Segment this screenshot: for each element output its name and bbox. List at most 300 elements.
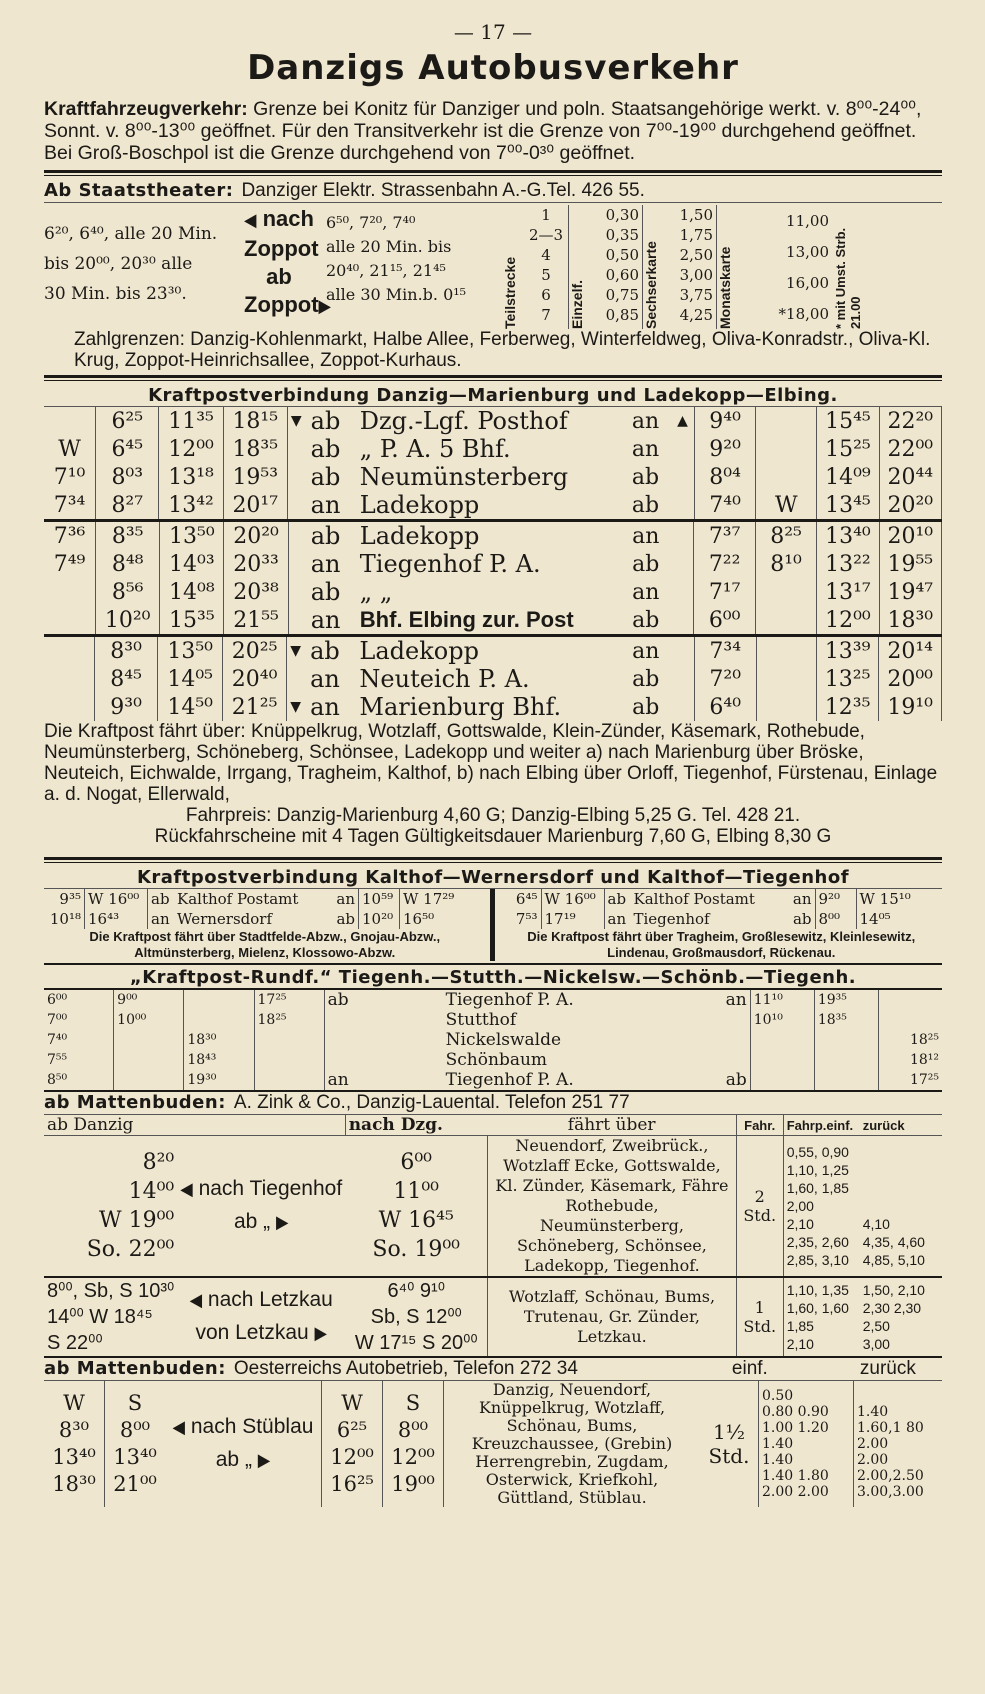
departure-time: 8²⁰ — [142, 1150, 175, 1175]
intro-text: Grenze bei Konitz für Danziger und poln. Staatsangehörige werkt. v. 8⁰⁰-24⁰⁰, Sonnt. v. 8⁰⁰-13⁰⁰ geöffnet. Für den Transitverkehr ist die Grenze von 7⁰⁰-19⁰⁰ durchgehend geöffnet. Bei Groß-Boschpol ist die Grenze durchgehend von 7⁰⁰-0³⁰ geöffnet. — [44, 98, 922, 164]
cell-time: 6⁰⁰ — [694, 606, 755, 634]
cell-time: 17¹⁹ — [541, 909, 604, 929]
return-fare-value: 1.40 — [857, 1404, 889, 1420]
cell-time: 7²⁰ — [694, 665, 756, 693]
tiegenhof-departures — [44, 1136, 177, 1278]
cell-time: 8³⁰ — [94, 636, 158, 666]
cell-time — [254, 1030, 324, 1050]
cell-time: 8¹⁰ — [755, 550, 816, 578]
einzelf-value: 0,60 — [605, 266, 639, 284]
cell-time: 13⁵⁰ — [158, 636, 222, 666]
teilstrecke-value: 2—3 — [528, 226, 564, 244]
sechser-value: 1,50 — [679, 206, 713, 224]
cell-time: 7³⁴ — [694, 636, 756, 666]
departure-time: W — [63, 1391, 85, 1415]
nach-label: nach — [262, 206, 314, 231]
cell-time: 8⁴⁸ — [96, 550, 160, 578]
col-nach-danzig: nach Dzg. — [345, 1115, 488, 1136]
departure-time: 14⁰⁰ — [128, 1179, 175, 1204]
cell-time: 14⁰⁸ — [160, 578, 224, 606]
cell-time: 18¹² — [878, 1050, 942, 1070]
return-fare-value — [857, 1388, 939, 1404]
cell-stop: Tiegenhof — [633, 910, 710, 928]
cell-direction: ab — [310, 463, 341, 491]
cell-stop: Neuteich P. A. — [359, 665, 530, 693]
cell-time: 8⁵⁶ — [96, 578, 160, 606]
cell-time: 9³⁵ — [44, 889, 85, 909]
teilstrecke-value: 6 — [541, 286, 551, 304]
table-row — [44, 665, 942, 693]
direction-arrow-icon — [674, 693, 694, 721]
cell-time — [44, 578, 96, 606]
cell-time: 18³⁰ — [184, 1030, 254, 1050]
cell-direction: an — [787, 889, 816, 909]
cell-time: 20¹⁴ — [879, 636, 942, 666]
cell-time — [756, 665, 816, 693]
cell-time: 7¹⁰ — [44, 463, 96, 491]
arrival-time: 12⁰⁰ — [391, 1445, 435, 1469]
cell-direction: an — [631, 408, 660, 434]
fare-value: 1,60, 1,60 — [786, 1300, 849, 1316]
table-row — [44, 1010, 942, 1030]
right-line: alle 20 Min. bis — [326, 237, 452, 256]
cell-direction: an — [310, 693, 340, 721]
cell-direction: ab — [327, 990, 349, 1010]
return-fare-value: 4,10 — [862, 1216, 890, 1232]
cell-time: 17²⁵ — [878, 1070, 942, 1091]
cell-stop: Dzg.-Lgf. Posthof — [359, 407, 568, 435]
arrival-time: 6⁰⁰ — [400, 1150, 432, 1175]
fare-value: 2.00 2.00 — [762, 1484, 829, 1500]
cell-time: 10⁰⁰ — [114, 1010, 184, 1030]
cell-time — [44, 636, 94, 666]
cell-time — [114, 1030, 184, 1050]
kalthof-right-note: Die Kraftpost fährt über Tragheim, Großlesewitz, Kleinlesewitz, Lindenau, Großmausdorf, Rückenau. — [527, 929, 916, 960]
kalthof-section — [44, 867, 942, 961]
zink-header: ab Mattenbuden: — [44, 1092, 226, 1113]
return-fare-value: 4,85, 5,10 — [862, 1252, 925, 1268]
cell-time: 20¹⁷ — [223, 491, 287, 519]
timetable-block — [44, 519, 942, 634]
cell-time: 15³⁵ — [160, 606, 224, 634]
cell-time: 9²⁰ — [694, 435, 755, 463]
direction-arrow-icon — [674, 636, 694, 666]
kalthof-left-note: Die Kraftpost fährt über Stadtfelde-Abzw., Gnojau-Abzw., Altmünsterberg, Mielenz, Klossowo-Abzw. — [89, 929, 441, 960]
cell-stop: Marienburg Bhf. — [359, 693, 562, 721]
tiegenhof-route: Neuendorf, Zweibrück., Wotzlaff Ecke, Gottswalde, Kl. Zünder, Käsemark, Fähre Rothebude, Neumünsterberg, Schöneberg, Schönsee, Ladekopp, Tiegenhof. — [488, 1136, 737, 1278]
cell-time: 8⁰⁴ — [694, 463, 755, 491]
left-line: bis 20⁰⁰, 20³⁰ alle — [44, 254, 193, 274]
sechser-value: 1,75 — [679, 226, 713, 244]
return-fare-value: 2,30 2,30 — [862, 1300, 922, 1316]
cell-time: 20²⁰ — [879, 491, 941, 519]
cell-direction — [324, 1010, 442, 1030]
divider — [44, 963, 942, 965]
cell-time — [814, 1030, 878, 1050]
cell-stop: Tiegenhof P. A. — [359, 550, 541, 578]
cell-time: 8⁰³ — [96, 463, 159, 491]
sechser-value: 4,25 — [679, 306, 713, 324]
tiegenhof-row — [44, 1136, 942, 1278]
return-fare-value: 4,35, 4,60 — [862, 1234, 925, 1250]
cell-time: 21²⁵ — [222, 693, 286, 721]
right-line: 6⁵⁰, 7²⁰, 7⁴⁰ — [326, 213, 416, 232]
arrow-right-icon: ▶ — [257, 1450, 271, 1471]
cell-time: W 15¹⁰ — [859, 890, 911, 908]
cell-time — [254, 1050, 324, 1070]
cell-time: 13²⁵ — [816, 665, 878, 693]
monatskarte-label: Monatskarte — [717, 246, 733, 329]
kalthof-left-table — [44, 889, 486, 929]
marienburg-header: Kraftpostverbindung Danzig—Marienburg und Ladekopp—Elbing. — [44, 385, 942, 407]
cell-direction: ab — [310, 407, 341, 435]
cell-time: W — [44, 435, 96, 463]
direction-arrow-icon — [287, 665, 307, 693]
cell-time — [878, 989, 942, 1010]
zoppot-label: Zoppot — [244, 292, 319, 317]
right-line: 20⁴⁰, 21¹⁵, 21⁴⁵ — [326, 261, 446, 280]
table-row — [44, 693, 942, 721]
einzelf-label: Einzelf. — [569, 279, 585, 329]
cell-time: 12³⁵ — [816, 693, 878, 721]
von-letzkau-label: von Letzkau — [195, 1321, 309, 1344]
cell-time: 9⁰⁰ — [114, 989, 184, 1010]
cell-time — [756, 693, 816, 721]
direction-arrow-icon — [674, 606, 694, 634]
return-fare-value — [863, 1179, 939, 1197]
staatstheater-left — [44, 205, 244, 329]
cell-time — [755, 578, 816, 606]
direction-arrow-icon — [287, 463, 307, 491]
arrival-time: S — [405, 1391, 421, 1415]
letzkau-route: Wotzlaff, Schönau, Bums, Trutenau, Gr. Zünder, Letzkau. — [488, 1277, 737, 1357]
cell-stop: Bhf. Elbing zur. Post — [359, 607, 574, 632]
letzkau-fares — [783, 1277, 860, 1357]
cell-time: 8⁰⁰ — [815, 909, 856, 929]
arrow-left-icon: ◀ — [180, 1179, 193, 1200]
cell-time: 20⁴⁰ — [222, 665, 286, 693]
departure-time: 8³⁰ — [58, 1418, 90, 1442]
intro-label: Kraftfahrzeugverkehr: — [44, 98, 248, 120]
direction-arrow-icon — [288, 606, 308, 634]
return-fare-value: 2.00 — [857, 1436, 889, 1452]
return-fare-value: 2,50 — [862, 1318, 890, 1334]
cell-time: 19¹⁰ — [879, 693, 942, 721]
cell-time: 13¹⁸ — [159, 463, 223, 491]
cell-stop: Ladekopp — [359, 491, 480, 519]
table-row — [44, 407, 942, 435]
timetable-block — [44, 407, 942, 519]
marienburg-timetable — [44, 407, 942, 721]
cell-direction: ab — [632, 607, 660, 633]
table-row — [501, 909, 943, 929]
cell-time — [814, 1050, 878, 1070]
table-row — [44, 550, 942, 578]
table-row — [44, 889, 486, 909]
cell-time: 20²⁵ — [222, 636, 286, 666]
cell-time: 7¹⁷ — [694, 578, 755, 606]
zink-header-rest: A. Zink & Co., Danzig-Lauental. Telefon 251 77 — [233, 1092, 630, 1113]
departure-time: So. 22⁰⁰ — [86, 1237, 175, 1262]
cell-time: 9³⁰ — [94, 693, 158, 721]
departure-time: S 22⁰⁰ — [47, 1332, 103, 1354]
cell-time: 15⁴⁵ — [817, 407, 879, 435]
cell-direction: ab — [631, 464, 660, 490]
cell-time: 7³⁴ — [44, 491, 96, 519]
cell-direction — [683, 1010, 751, 1030]
cell-direction: ab — [330, 909, 359, 929]
departure-time: 21⁰⁰ — [113, 1472, 157, 1496]
direction-arrow-icon — [287, 435, 307, 463]
fare-value: 1,85 — [786, 1318, 814, 1334]
cell-time: 20³⁸ — [224, 578, 288, 606]
cell-direction — [683, 1050, 751, 1070]
cell-time: 9⁴⁰ — [694, 407, 755, 435]
cell-time: 18⁴³ — [184, 1050, 254, 1070]
cell-time: 20⁰⁰ — [879, 665, 942, 693]
table-row — [44, 909, 486, 929]
cell-time: 14⁰³ — [160, 550, 224, 578]
table-row — [44, 636, 942, 666]
cell-time: 8²⁷ — [96, 491, 159, 519]
tiegenhof-arrivals — [345, 1136, 488, 1278]
cell-time: 18²⁵ — [254, 1010, 324, 1030]
cell-time — [750, 1050, 814, 1070]
arrival-time: So. 19⁰⁰ — [372, 1237, 460, 1262]
marienburg-section — [44, 385, 942, 847]
cell-time: W 16⁰⁰ — [85, 889, 148, 909]
arrival-time: 19⁰⁰ — [391, 1472, 435, 1496]
ab-label: ab „ — [215, 1448, 252, 1471]
divider — [44, 170, 942, 176]
arrival-time: 6⁴⁰ 9¹⁰ — [387, 1280, 445, 1302]
table-row — [44, 989, 942, 1010]
cell-time: 10⁵⁹ — [359, 889, 400, 909]
cell-time: 7⁵³ — [501, 909, 542, 929]
cell-time — [254, 1070, 324, 1091]
cell-time: 10²⁰ — [359, 909, 400, 929]
oesterreich-section — [44, 1358, 942, 1507]
arrival-time: 12⁰⁰ — [330, 1445, 374, 1469]
kalthof-header: Kraftpostverbindung Kalthof—Wernersdorf und Kalthof—Tiegenhof — [136, 867, 850, 888]
oesterreich-table — [44, 1380, 942, 1507]
col-faehrt-ueber: fährt über — [567, 1115, 656, 1135]
cell-stop: Nickelswalde — [445, 1030, 562, 1050]
kalthof-tiegenhof — [495, 889, 943, 961]
cell-time: 8³⁵ — [96, 521, 160, 551]
teilstrecke-value: 5 — [541, 266, 551, 284]
nach-letzkau-label: nach Letzkau — [207, 1288, 333, 1311]
cell-time: 9²⁰ — [815, 889, 856, 909]
cell-time: 15²⁵ — [817, 435, 879, 463]
einzelf-col — [591, 205, 643, 329]
cell-direction — [324, 1050, 442, 1070]
col-fahr: Fahr. — [736, 1115, 783, 1136]
table-row — [44, 606, 942, 634]
departure-time: 14⁰⁰ W 18⁴⁵ — [47, 1306, 153, 1328]
cell-direction: ab — [631, 492, 660, 518]
direction-arrow-icon: ▲ — [674, 407, 694, 435]
cell-time: 10¹⁰ — [750, 1010, 814, 1030]
direction-arrow-icon — [674, 491, 694, 519]
zoppot-label: Zoppot — [244, 236, 319, 261]
cell-direction: ab — [632, 694, 660, 720]
kalthof-wernersdorf — [44, 889, 495, 961]
cell-time: 13⁴⁵ — [817, 491, 879, 519]
stueblau-departures-s — [105, 1381, 166, 1508]
fare-value: 1.40 1.80 — [762, 1468, 829, 1484]
cell-time: 7⁴⁰ — [44, 1030, 114, 1050]
nach-tiegenhof-label: nach Tiegenhof — [198, 1177, 343, 1200]
cell-time — [756, 463, 817, 491]
cell-time: 10¹⁸ — [44, 909, 85, 929]
cell-direction: ab — [787, 909, 816, 929]
cell-time — [44, 665, 94, 693]
cell-direction: ab — [607, 890, 627, 908]
cell-direction: an — [607, 910, 627, 928]
cell-time: 16⁴³ — [85, 909, 148, 929]
cell-direction — [683, 1030, 751, 1050]
cell-time: 8⁵⁰ — [44, 1070, 114, 1091]
zahlgrenzen: Zahlgrenzen: Danzig-Kohlenmarkt, Halbe Allee, Ferberweg, Winterfeldweg, Oliva-Konradstr., Oliva-Kl. Krug, Zoppot-Heinrichsallee, Zoppot-Kurhaus. — [74, 329, 931, 371]
col-zurueck: zurück — [859, 1358, 916, 1379]
fare-value: 2,10 — [786, 1216, 814, 1232]
cell-time: W — [756, 491, 817, 519]
fare-value: 2,35, 2,60 — [786, 1234, 849, 1250]
cell-time: 19³⁵ — [814, 989, 878, 1010]
kalthof-right-table — [501, 889, 943, 929]
cell-time — [756, 435, 817, 463]
arrival-time: W 17¹⁵ S 20⁰⁰ — [354, 1332, 478, 1354]
arrival-time: 16²⁵ — [330, 1472, 374, 1496]
departure-time: 18³⁰ — [52, 1472, 96, 1496]
return-fare-value: 3,00 — [862, 1336, 890, 1352]
cell-direction: an — [310, 606, 341, 634]
stueblau-departures-w — [44, 1381, 105, 1508]
cell-time — [756, 407, 817, 435]
teilstrecke-label: Teilstrecke — [502, 256, 518, 329]
cell-time: 12⁰⁰ — [817, 606, 879, 634]
cell-time — [814, 1070, 878, 1091]
table-row — [44, 1070, 942, 1091]
cell-time: 12⁰⁰ — [159, 435, 223, 463]
table-row — [44, 1050, 942, 1070]
cell-time — [755, 606, 816, 634]
tiegenhof-label — [177, 1136, 345, 1278]
arrival-time: Sb, S 12⁰⁰ — [370, 1306, 462, 1328]
table-row — [44, 1030, 942, 1050]
sechser-value: 3,75 — [679, 286, 713, 304]
rundfahrt-header: „Kraftpost-Rundf.“ Tiegenh.—Stutth.—Nickelsw.—Schönb.—Tiegenh. — [129, 967, 857, 988]
marienburg-fare: Fahrpreis: Danzig-Marienburg 4,60 G; Danzig-Elbing 5,25 G. Tel. 428 21. — [185, 805, 801, 826]
letzkau-return — [860, 1277, 942, 1357]
cell-time: 7⁴⁰ — [694, 491, 755, 519]
arrow-left-icon: ◀ — [189, 1290, 203, 1311]
table-row — [44, 463, 942, 491]
direction-arrow-icon: ▼ — [290, 699, 302, 715]
teilstrecke-value: 7 — [541, 306, 551, 324]
rundfahrt-table — [44, 988, 942, 1092]
cell-time: W 16⁰⁰ — [541, 889, 604, 909]
staatstheater-header: Ab Staatstheater: — [44, 180, 234, 201]
stueblau-arrivals-w — [322, 1381, 383, 1508]
return-fare-value: 1.60,1 80 — [857, 1420, 924, 1436]
cell-time: 21⁵⁵ — [224, 606, 288, 634]
return-fare-value — [863, 1143, 939, 1161]
cell-stop: Ladekopp — [359, 637, 479, 665]
cell-time: 7⁵⁵ — [44, 1050, 114, 1070]
direction-arrow-icon — [674, 665, 694, 693]
stueblau-label — [165, 1381, 322, 1508]
cell-time: 13²² — [817, 550, 879, 578]
cell-time: 19⁴⁷ — [879, 578, 941, 606]
staatstheater-section — [44, 180, 942, 371]
page — [44, 20, 942, 1507]
fare-value: 1,60, 1,85 — [786, 1180, 849, 1196]
cell-stop: Tiegenhof P. A. — [445, 990, 574, 1010]
table-row — [44, 521, 942, 551]
direction-arrow-icon — [287, 491, 307, 519]
cell-direction: ab — [310, 578, 341, 606]
cell-time: 6⁴⁵ — [96, 435, 159, 463]
cell-direction: an — [310, 665, 340, 693]
oesterreich-header-rest: Oesterreichs Autobetrieb, Telefon 272 34 — [233, 1358, 578, 1379]
col-fahrpreis: Fahrp.einf. — [783, 1115, 860, 1136]
cell-stop: Stutthof — [445, 1010, 517, 1030]
cell-time: 7³⁶ — [44, 521, 96, 551]
marienburg-note: Die Kraftpost fährt über: Knüppelkrug, Wotzlaff, Gottswalde, Klein-Zünder, Käsemark, Rothebude, Neumünsterberg, Schöneberg, Schönsee, Ladekopp und weiter a) nach Marienburg über Bröske, Neuteich, Eichwalde, Irrgang, Tragheim, Kalthof, b) nach Elbing über Orloff, Tiegenhof, Fürstenau, Einlage a. d. Nogat, Ellerwald, — [44, 721, 938, 805]
direction-arrow-icon — [674, 435, 694, 463]
cell-direction: ab — [151, 890, 170, 908]
divider — [44, 857, 942, 863]
fare-value: 1,10, 1,25 — [786, 1162, 849, 1178]
cell-time: 20³³ — [224, 550, 288, 578]
departure-time: W 19⁰⁰ — [99, 1208, 175, 1233]
einzelf-value: 0,85 — [605, 306, 639, 324]
ab-label: ab „ — [233, 1210, 271, 1233]
cell-direction: ab — [683, 1070, 751, 1091]
arrival-time: W 16⁴⁵ — [378, 1208, 454, 1233]
tiegenhof-duration: 2 Std. — [736, 1136, 783, 1278]
cell-direction: an — [632, 579, 660, 605]
col-ab-danzig: ab Danzig — [47, 1115, 134, 1135]
cell-direction: ab — [310, 522, 341, 550]
direction-arrow-icon — [674, 463, 694, 491]
letzkau-label — [177, 1277, 345, 1357]
table-row — [501, 889, 943, 909]
intro-paragraph — [44, 98, 942, 164]
cell-time: 6⁰⁰ — [44, 989, 114, 1010]
einzelf-value: 0,50 — [605, 246, 639, 264]
umst-label: * mit Umst. Strb. 21.00 — [833, 227, 863, 329]
cell-time: 17²⁵ — [254, 989, 324, 1010]
cell-time — [44, 407, 96, 435]
cell-direction: an — [310, 550, 341, 578]
cell-direction — [324, 1030, 442, 1050]
cell-time: 19⁵⁵ — [879, 550, 941, 578]
direction-arrow-icon — [288, 521, 308, 551]
arrival-time: 8⁰⁰ — [397, 1418, 429, 1442]
letzkau-duration: 1 Std. — [736, 1277, 783, 1357]
page-title: Danzigs Autobusverkehr — [247, 48, 739, 88]
departure-time: 8⁰⁰, Sb, S 10³⁰ — [47, 1280, 175, 1302]
cell-time: 14⁰⁵ — [158, 665, 222, 693]
cell-stop: Ladekopp — [359, 522, 480, 550]
cell-time: 18³⁵ — [223, 435, 287, 463]
sechserkarte-label: Sechserkarte — [643, 241, 659, 329]
einzelf-value: 0,35 — [605, 226, 639, 244]
cell-time: 14⁰⁹ — [817, 463, 879, 491]
